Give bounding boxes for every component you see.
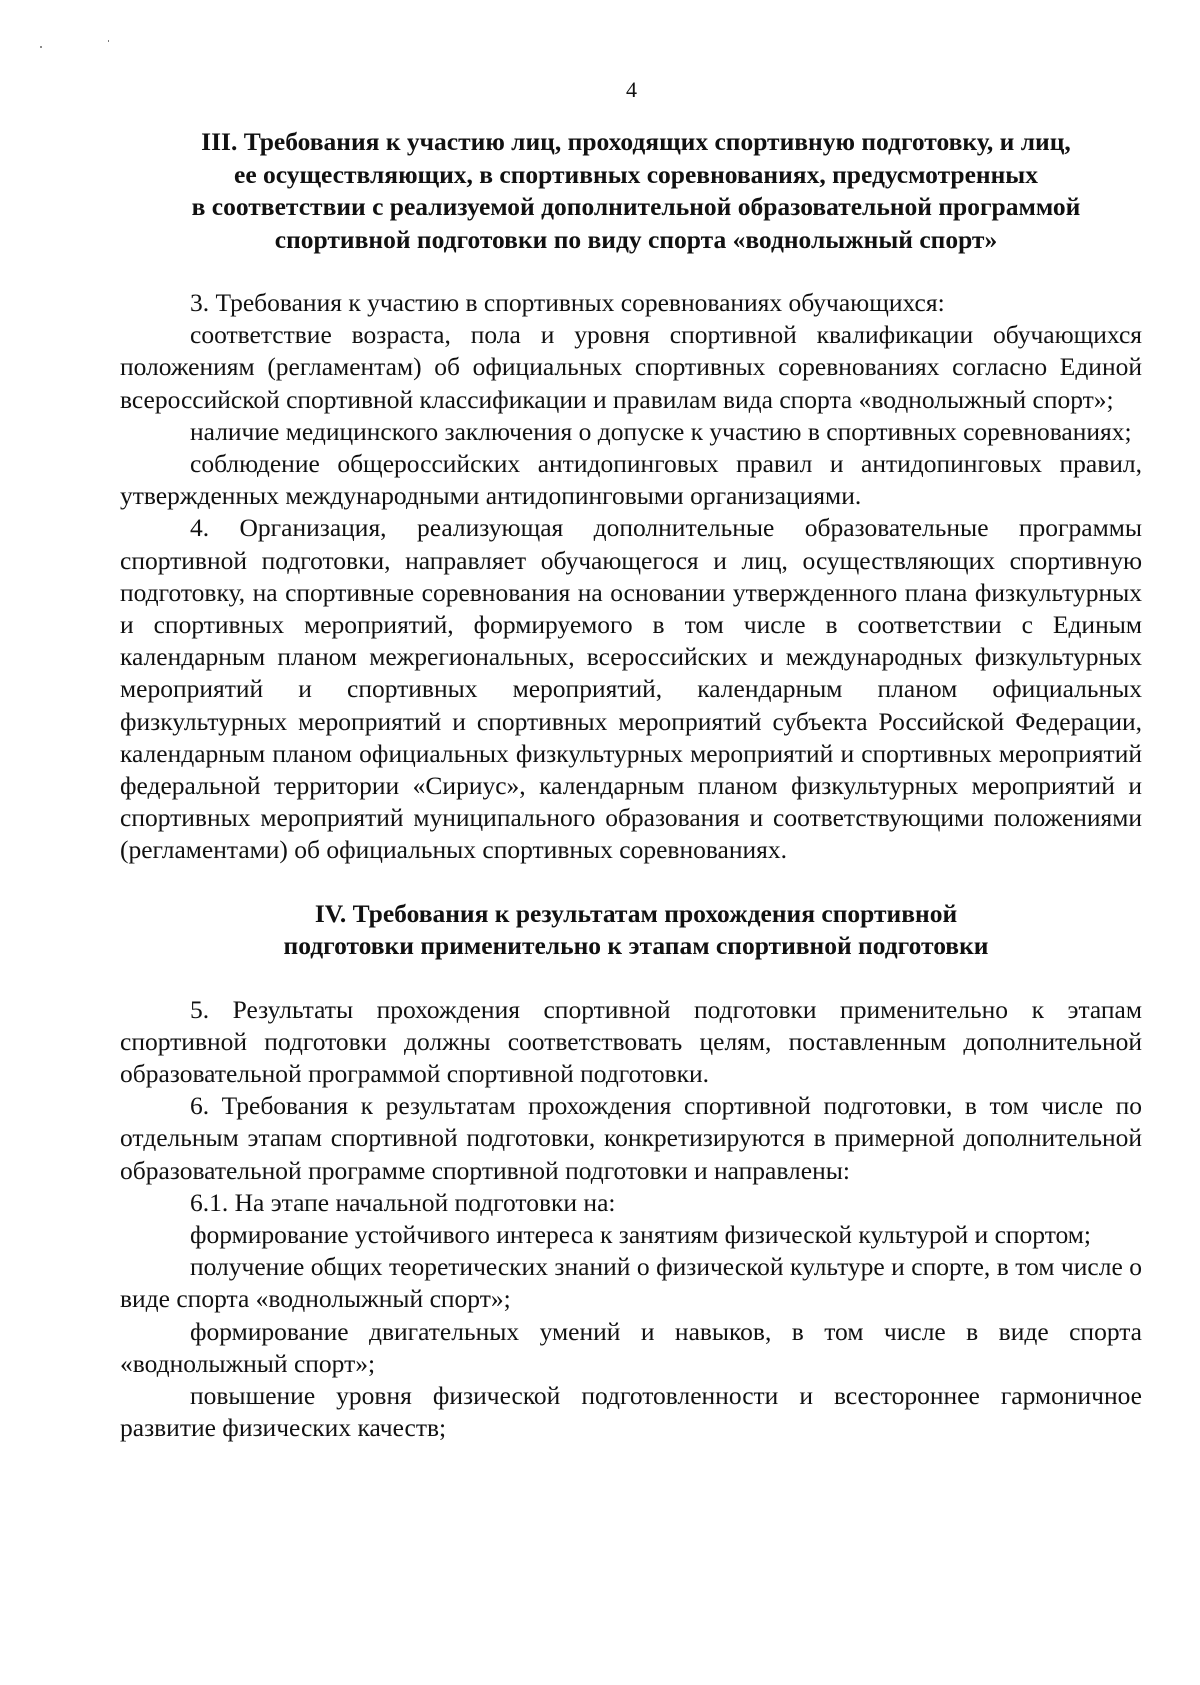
paragraph-5: 5. Результаты прохождения спортивной подготовки применительно к этапам спортивной подготовки должны соответствовать целям, поставленным дополнительной образовательной программой спортивной подготовки. xyxy=(120,994,1142,1089)
paragraph-3-medical-requirement: наличие медицинского заключения о допуске к участию в спортивных соревнованиях; xyxy=(190,416,1132,446)
heading-line: IV. Требования к результатам прохождения спортивной xyxy=(314,898,958,928)
paragraph-6: 6. Требования к результатам прохождения спортивной подготовки, в том числе по отдельным этапам спортивной подготовки, конкретизируются в примерной дополнительной образовательной программе спортивной подготовки и направлены: xyxy=(120,1091,1142,1185)
paragraph-6-1: 6.1. На этапе начальной подготовки на: xyxy=(190,1187,616,1217)
heading-line: в соответствии с реализуемой дополнительной образовательной программой xyxy=(191,192,1081,221)
heading-line: ее осуществляющих, в спортивных соревнованиях, предусмотренных xyxy=(234,159,1038,189)
heading-line: III. Требования к участию лиц, проходящих спортивную подготовку, и лиц, xyxy=(201,127,1071,156)
paragraph-3-age-requirement: соответствие возраста, пола и уровня спортивной квалификации обучающихся положениям (регламентам) об официальных спортивных соревнованиях согласно Единой всероссийской спортивной классификации и правилам вида спорта «воднолыжный спорт»; xyxy=(120,320,1142,414)
paragraph-3: 3. Требования к участию в спортивных соревнованиях обучающихся: xyxy=(190,288,945,317)
heading-line: спортивной подготовки по виду спорта «воднолыжный спорт» xyxy=(274,224,998,254)
paragraph-4: 4. Организация, реализующая дополнительные образовательные программы спортивной подготовки, направляет обучающегося и лиц, осуществляющих спортивную подготовку, на спортивные соревнования на основании утвержденного плана физкультурных и спортивных мероприятий, формируемого в том числе в соответствии с Единым календарным планом межрегиональных, всероссийских и международных физкультурных мероприятий и спортивных мероприятий, календарным планом официальных физкультурных мероприятий и спортивных мероприятий субъекта Российской Федерации, календарным планом официальных физкультурных мероприятий и спортивных мероприятий федеральной территории «Сириус», календарным планом физкультурных мероприятий и спортивных мероприятий муниципального образования и соответствующими положениями (регламентами) об официальных спортивных соревнованиях. xyxy=(120,513,1142,865)
paragraph-3-antidoping-requirement: соблюдение общероссийских антидопинговых правил и антидопинговых правил, утвержденных международными антидопинговыми организациями. xyxy=(120,449,1142,511)
list-item-interest: формирование устойчивого интереса к занятиям физической культурой и спортом; xyxy=(190,1220,1091,1250)
list-item-motor-skills: формирование двигательных умений и навыков, в том числе в виде спорта «воднолыжный спорт»; xyxy=(120,1316,1142,1378)
scan-artifact xyxy=(40,46,42,48)
section-4-heading xyxy=(120,898,1142,963)
spacer xyxy=(120,256,1142,287)
page-number: 4 xyxy=(626,77,637,102)
scan-artifact xyxy=(108,40,109,42)
list-item-physical-fitness: повышение уровня физической подготовленности и всестороннее гармоничное развитие физических качеств; xyxy=(120,1381,1142,1443)
section-3-heading xyxy=(120,126,1142,256)
spacer xyxy=(120,963,1142,994)
document-body xyxy=(120,126,1142,1445)
list-item-theory: получение общих теоретических знаний о физической культуре и спорте, в том числе о виде спорта «воднолыжный спорт»; xyxy=(120,1252,1142,1314)
heading-line: подготовки применительно к этапам спортивной подготовки xyxy=(283,931,989,961)
